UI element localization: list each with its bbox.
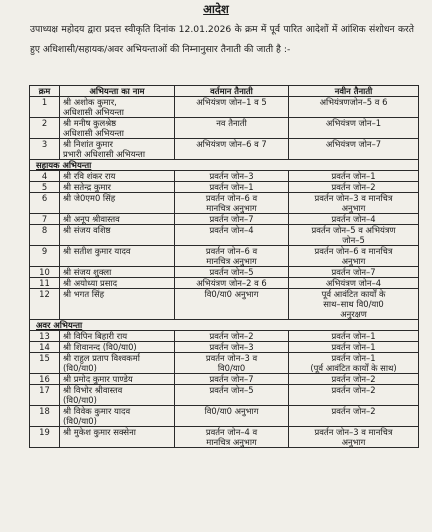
serial-cell: 12 (30, 289, 60, 320)
serial-cell: 11 (30, 278, 60, 289)
header-serial: क्रम (30, 86, 60, 97)
current-posting-cell: प्रवर्तन जोन–7 (175, 374, 289, 385)
table-row (30, 353, 419, 374)
table-row (30, 182, 419, 193)
new-posting-cell: पूर्व आवंटित कार्यों के साथ–साथ वि0/या0 अनुरक्षण (289, 289, 419, 320)
header-new-posting: नवीन तैनाती (289, 86, 419, 97)
new-posting-cell: प्रवर्तन जोन–3 व मानचित्र अनुभाग (289, 427, 419, 448)
name-cell: श्री अनूप श्रीवास्तव (60, 214, 175, 225)
table-row (30, 225, 419, 246)
name-cell: श्री प्रमोद कुमार पाण्डेय (60, 374, 175, 385)
current-posting-cell: प्रवर्तन जोन–5 (175, 385, 289, 406)
header-current-posting: वर्तमान तैनाती (175, 86, 289, 97)
current-posting-cell: प्रवर्तन जोन–3 (175, 171, 289, 182)
name-cell: श्री अशोक कुमार, अधिशासी अभियन्ता (60, 97, 175, 118)
new-posting-cell: प्रवर्तन जोन–1 (289, 342, 419, 353)
table-row (30, 406, 419, 427)
current-posting-cell: प्रवर्तन जोन–2 (175, 331, 289, 342)
current-posting-cell: प्रवर्तन जोन–4 व मानचित्र अनुभाग (175, 427, 289, 448)
new-posting-cell: अभियंत्रणजोन–5 व 6 (289, 97, 419, 118)
table-row (30, 139, 419, 160)
new-posting-cell: अभियंत्रण जोन–7 (289, 139, 419, 160)
current-posting-cell: अभियंत्रण जोन–2 व 6 (175, 278, 289, 289)
name-cell: श्री सतीश कुमार यादव (60, 246, 175, 267)
serial-cell: 8 (30, 225, 60, 246)
table-row (30, 342, 419, 353)
section-row (30, 320, 419, 331)
current-posting-cell: प्रवर्तन जोन–7 (175, 214, 289, 225)
header-engineer-name: अभियन्ता का नाम (60, 86, 175, 97)
new-posting-cell: प्रवर्तन जोन–2 (289, 385, 419, 406)
section-label: अवर अभियन्ता (30, 320, 419, 331)
serial-cell: 18 (30, 406, 60, 427)
name-cell: श्री शिवानन्द (वि0/या0) (60, 342, 175, 353)
current-posting-cell: प्रवर्तन जोन–1 (175, 182, 289, 193)
table-row (30, 331, 419, 342)
current-posting-cell: प्रवर्तन जोन–3 व वि0/या0 (175, 353, 289, 374)
serial-cell: 15 (30, 353, 60, 374)
serial-cell: 7 (30, 214, 60, 225)
serial-cell: 16 (30, 374, 60, 385)
serial-cell: 6 (30, 193, 60, 214)
new-posting-cell: प्रवर्तन जोन–2 (289, 374, 419, 385)
table-row (30, 427, 419, 448)
name-cell: श्री मनीष कुलश्रेष्ठ अधिशासी अभियन्ता (60, 118, 175, 139)
table-row (30, 374, 419, 385)
current-posting-cell: प्रवर्तन जोन–6 व मानचित्र अनुभाग (175, 193, 289, 214)
table-row (30, 385, 419, 406)
table-row (30, 214, 419, 225)
new-posting-cell: प्रवर्तन जोन–2 (289, 182, 419, 193)
name-cell: श्री अयोध्या प्रसाद (60, 278, 175, 289)
table-header-row (30, 86, 419, 97)
serial-cell: 5 (30, 182, 60, 193)
table-body (30, 97, 419, 448)
table-row (30, 278, 419, 289)
document-title: आदेश (203, 2, 229, 16)
new-posting-cell: प्रवर्तन जोन–1 (289, 171, 419, 182)
new-posting-cell: अभियंत्रण जोन–4 (289, 278, 419, 289)
serial-cell: 17 (30, 385, 60, 406)
table-row (30, 289, 419, 320)
serial-cell: 2 (30, 118, 60, 139)
section-label: सहायक अभियन्ता (30, 160, 419, 171)
serial-cell: 19 (30, 427, 60, 448)
name-cell: श्री भगत सिंह (60, 289, 175, 320)
table-row (30, 267, 419, 278)
name-cell: श्री सतेन्द्र कुमार (60, 182, 175, 193)
table-row (30, 171, 419, 182)
name-cell: श्री विपिन बिहारी राय (60, 331, 175, 342)
current-posting-cell: अभियंत्रण जोन–6 व 7 (175, 139, 289, 160)
new-posting-cell: प्रवर्तन जोन–7 (289, 267, 419, 278)
new-posting-cell: प्रवर्तन जोन–4 (289, 214, 419, 225)
serial-cell: 10 (30, 267, 60, 278)
table-row (30, 97, 419, 118)
posting-table (29, 85, 419, 448)
current-posting-cell: प्रवर्तन जोन–5 (175, 267, 289, 278)
current-posting-cell: वि0/या0 अनुभाग (175, 289, 289, 320)
current-posting-cell: प्रवर्तन जोन–4 (175, 225, 289, 246)
name-cell: श्री निशांत कुमार प्रभारी अधिशासी अभियन्ता (60, 139, 175, 160)
serial-cell: 3 (30, 139, 60, 160)
name-cell: श्री संजय शुक्ला (60, 267, 175, 278)
serial-cell: 14 (30, 342, 60, 353)
name-cell: श्री विवेक कुमार यादव (वि0/या0) (60, 406, 175, 427)
table-row (30, 118, 419, 139)
name-cell: श्री संजय वशिष्ठ (60, 225, 175, 246)
table-row (30, 246, 419, 267)
new-posting-cell: प्रवर्तन जोन–6 व मानचित्र अनुभाग (289, 246, 419, 267)
name-cell: श्री जे0एम0 सिंह (60, 193, 175, 214)
table-row (30, 193, 419, 214)
new-posting-cell: अभियंत्रण जोन–1 (289, 118, 419, 139)
current-posting-cell: अभियंत्रण जोन–1 व 5 (175, 97, 289, 118)
serial-cell: 4 (30, 171, 60, 182)
new-posting-cell: प्रवर्तन जोन–2 (289, 406, 419, 427)
name-cell: श्री मुकेश कुमार सक्सेना (60, 427, 175, 448)
serial-cell: 1 (30, 97, 60, 118)
section-row (30, 160, 419, 171)
new-posting-cell: प्रवर्तन जोन–3 व मानचित्र अनुभाग (289, 193, 419, 214)
current-posting-cell: नव तैनाती (175, 118, 289, 139)
current-posting-cell: प्रवर्तन जोन–6 व मानचित्र अनुभाग (175, 246, 289, 267)
order-paragraph: उपाध्यक्ष महोदय द्वारा प्रदत्त स्वीकृति दिनांक 12.01.2026 के क्रम में पूर्व पारित आदेशों में आंशिक संशोधन करते हुए अधिशासी/सहायक/अवर अभियन्ताओं की निम्नानुसार तैनाती की जाती है :- (30, 24, 414, 55)
current-posting-cell: वि0/या0 अनुभाग (175, 406, 289, 427)
serial-cell: 13 (30, 331, 60, 342)
new-posting-cell: प्रवर्तन जोन–5 व अभियंत्रण जोन–5 (289, 225, 419, 246)
new-posting-cell: प्रवर्तन जोन–1 (पूर्व आवंटित कार्यों के साथ) (289, 353, 419, 374)
current-posting-cell: प्रवर्तन जोन–3 (175, 342, 289, 353)
name-cell: श्री रवि शंकर राय (60, 171, 175, 182)
serial-cell: 9 (30, 246, 60, 267)
name-cell: श्री राहुल प्रताप विश्वकर्मा (वि0/या0) (60, 353, 175, 374)
new-posting-cell: प्रवर्तन जोन–1 (289, 331, 419, 342)
name-cell: श्री विभोर श्रीवास्तव (वि0/या0) (60, 385, 175, 406)
